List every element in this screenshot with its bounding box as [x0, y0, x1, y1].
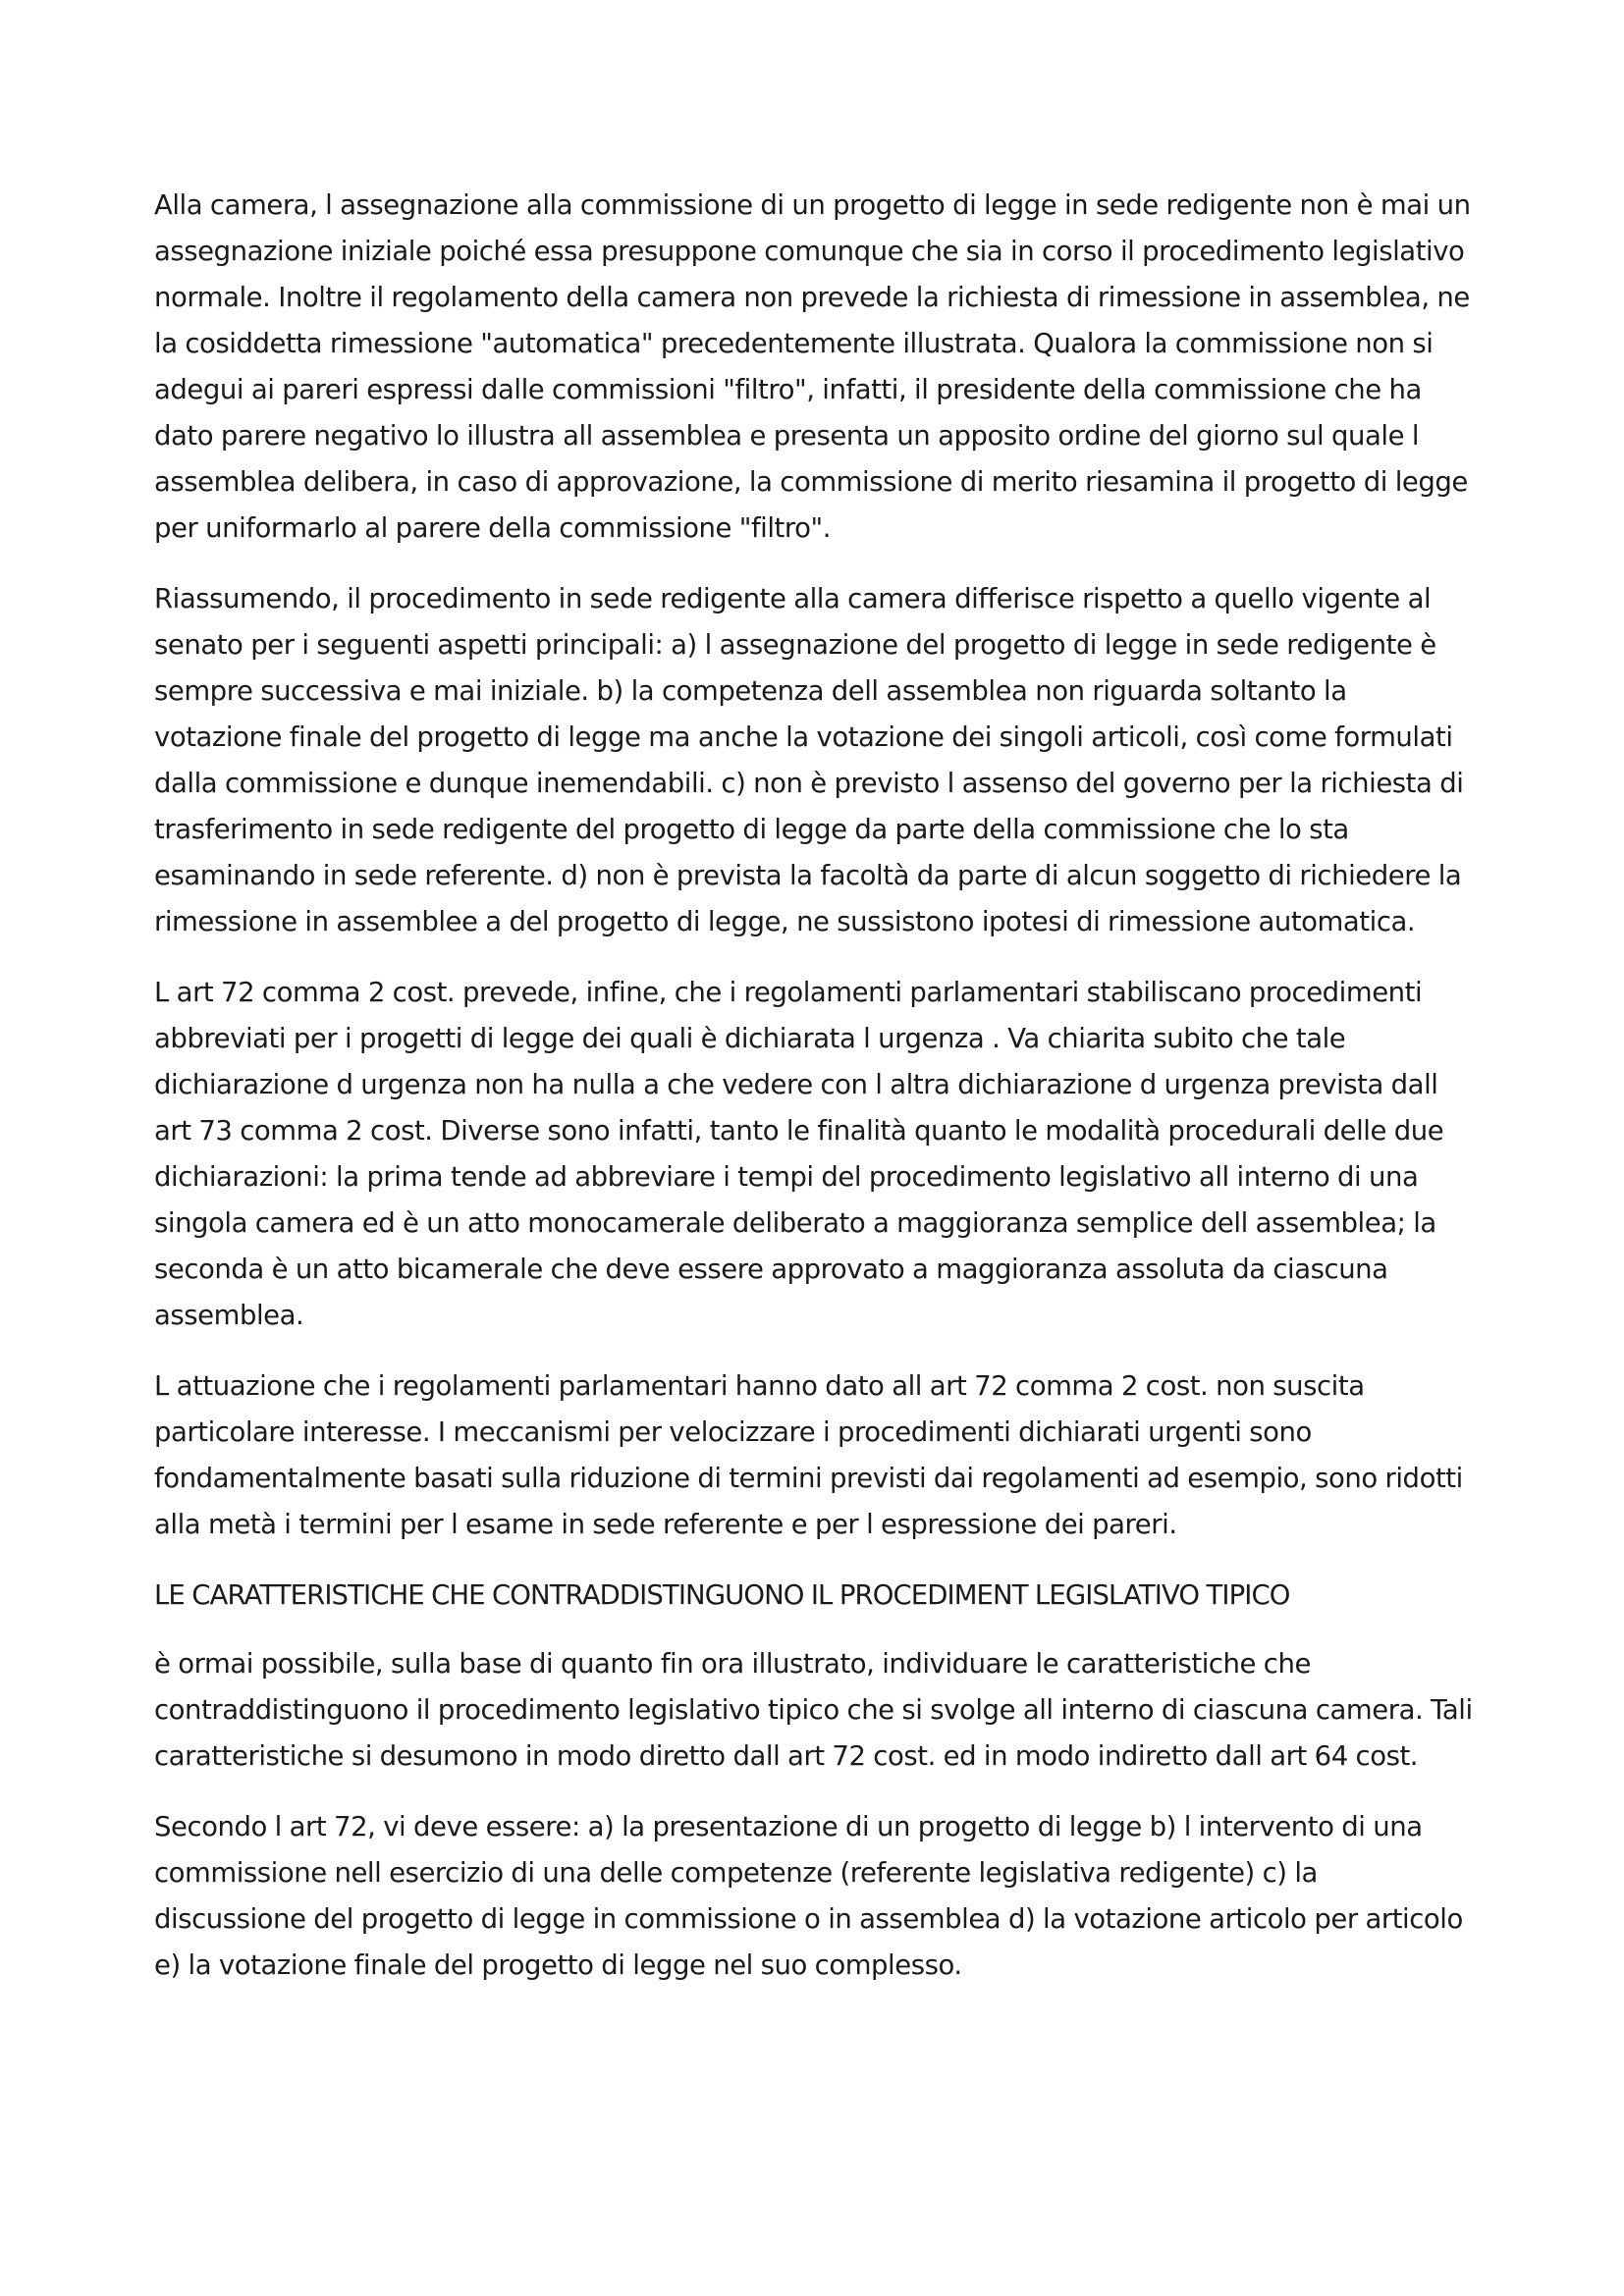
- paragraph-attuazione: L attuazione che i regolamenti parlamentari hanno dato all art 72 comma 2 cost. non suscita particolare interesse. I meccanismi per velocizzare i procedimenti dichiarati urgenti sono fondamentalmente basati sulla riduzione di termini previsti dai regolamenti ad esempio, sono ridotti alla metà i termini per l esame in sede referente e per l espressione dei pareri.: [154, 1370, 1463, 1540]
- paragraph-caratteristiche: è ormai possibile, sulla base di quanto fin ora illustrato, individuare le caratteristiche che contraddistinguono il procedimento legislativo tipico che si svolge all interno di ciascuna camera. Tali caratteristiche si desumono in modo diretto dall art 72 cost. ed in modo indiretto dall art 64 cost.: [154, 1648, 1473, 1772]
- paragraph-secondo-art-72: Secondo l art 72, vi deve essere: a) la presentazione di un progetto di legge b) l intervento di una commissione nell esercizio di una delle competenze (referente legislativa redigente) c) la discussione del progetto di legge in commissione o in assemblea d) la votazione articolo per articolo e) la votazione finale del progetto di legge nel suo complesso.: [154, 1811, 1463, 1981]
- paragraph-riassumendo: Riassumendo, il procedimento in sede redigente alla camera differisce rispetto a quello vigente al senato per i seguenti aspetti principali: a) l assegnazione del progetto di legge in sede redigente è sempre successiva e mai iniziale. b) la competenza dell assemblea non riguarda soltanto la votazione finale del progetto di legge ma anche la votazione dei singoli articoli, così come formulati dalla commissione e dunque inemendabili. c) non è previsto l assenso del governo per la richiesta di trasferimento in sede redigente del progetto di legge da parte della commissione che lo sta esaminando in sede referente. d) non è prevista la facoltà da parte di alcun soggetto di richiedere la rimessione in assemblee a del progetto di legge, ne sussistono ipotesi di rimessione automatica.: [154, 583, 1464, 937]
- paragraph-art-72-urgenza: L art 72 comma 2 cost. prevede, infine, che i regolamenti parlamentari stabiliscano procedimenti abbreviati per i progetti di legge dei quali è dichiarata l urgenza . Va chiarita subito che tale dichiarazione d urgenza non ha nulla a che vedere con l altra dichiarazione d urgenza prevista dall art 73 comma 2 cost. Diverse sono infatti, tanto le finalità quanto le modalità procedurali delle due dichiarazioni: la prima tende ad abbreviare i tempi del procedimento legislativo all interno di una singola camera ed è un atto monocamerale deliberato a maggioranza semplice dell assemblea; la seconda è un atto bicamerale che deve essere approvato a maggioranza assoluta da ciascuna assemblea.: [154, 977, 1444, 1331]
- section-heading: LE CARATTERISTICHE CHE CONTRADDISTINGUONO IL PROCEDIMENT LEGISLATIVO TIPICO: [154, 1579, 1290, 1611]
- document-body: [154, 183, 1475, 2013]
- paragraph-sede-redigente-camera: Alla camera, l assegnazione alla commissione di un progetto di legge in sede redigente non è mai un assegnazione iniziale poiché essa presuppone comunque che sia in corso il procedimento legislativo normale. Inoltre il regolamento della camera non prevede la richiesta di rimessione in assemblea, ne la cosiddetta rimessione "automatica" precedentemente illustrata. Qualora la commissione non si adegui ai pareri espressi dalle commissioni "filtro", infatti, il presidente della commissione che ha dato parere negativo lo illustra all assemblea e presenta un apposito ordine del giorno sul quale l assemblea delibera, in caso di approvazione, la commissione di merito riesamina il progetto di legge per uniformarlo al parere della commissione "filtro".: [154, 189, 1471, 544]
